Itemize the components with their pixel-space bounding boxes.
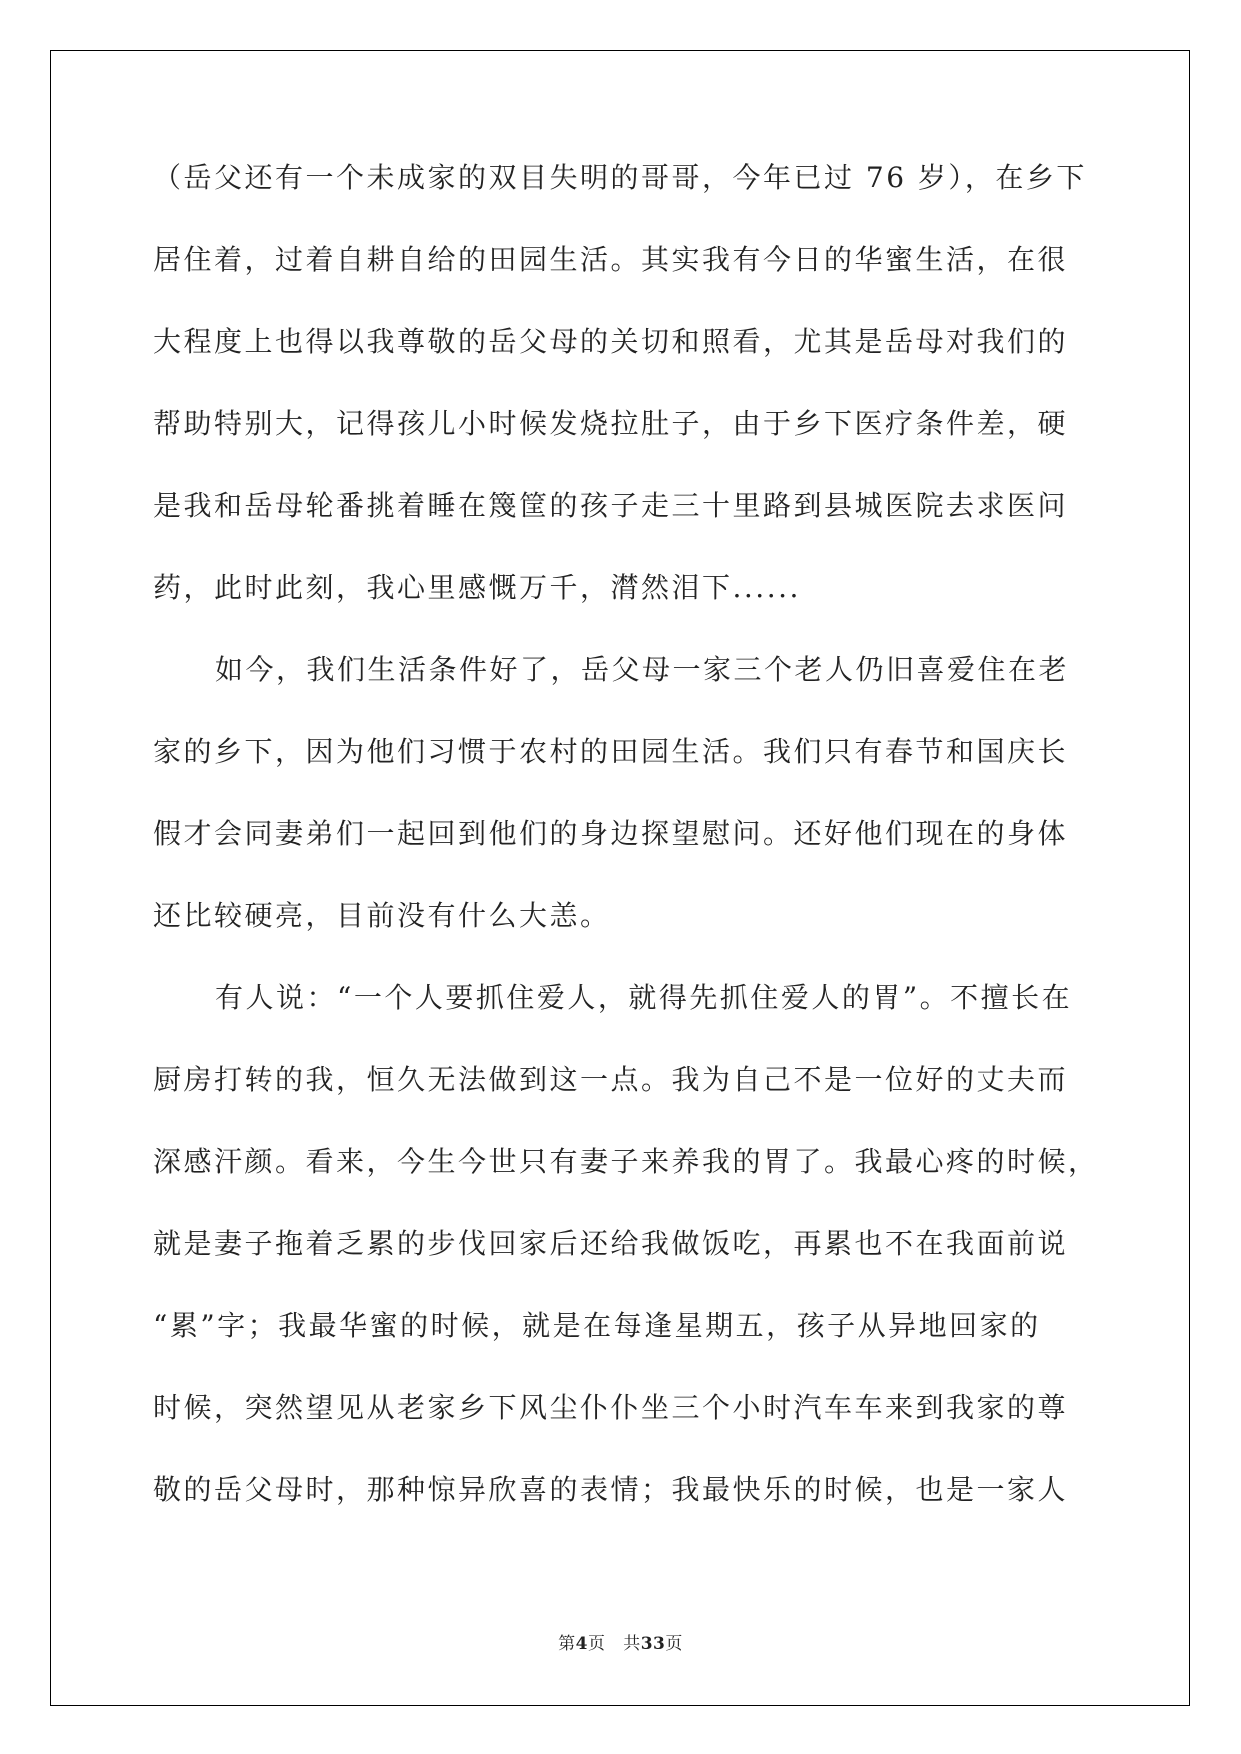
paragraph-first-line: 有人说：“一个人要抓住爱人，就得先抓住爱人的胃”。不擅长在 <box>215 981 1073 1014</box>
text-line: （岳父还有一个未成家的双目失明的哥哥，今年已过 76 岁），在乡下 <box>153 161 1087 194</box>
footer-total-prefix: 共 <box>623 1634 641 1654</box>
text-line: 假才会同妻弟们一起回到他们的身边探望慰问。还好他们现在的身体 <box>153 817 1069 850</box>
text-line: 就是妻子拖着乏累的步伐回家后还给我做饭吃，再累也不在我面前说 <box>153 1227 1069 1260</box>
text-line: 帮助特别大，记得孩儿小时候发烧拉肚子，由于乡下医疗条件差，硬 <box>153 407 1069 440</box>
footer-prefix: 第 <box>558 1634 576 1654</box>
page-number: 4 <box>575 1634 588 1654</box>
text-line: 大程度上也得以我尊敬的岳父母的关切和照看，尤其是岳母对我们的 <box>153 325 1069 358</box>
paragraph-first-line: 如今，我们生活条件好了，岳父母一家三个老人仍旧喜爱住在老 <box>215 653 1070 686</box>
text-line: 居住着，过着自耕自给的田园生活。其实我有今日的华蜜生活，在很 <box>153 243 1069 276</box>
total-pages: 33 <box>640 1634 666 1654</box>
text-line: 家的乡下，因为他们习惯于农村的田园生活。我们只有春节和国庆长 <box>153 735 1069 768</box>
text-line: 厨房打转的我，恒久无法做到这一点。我为自己不是一位好的丈夫而 <box>153 1063 1069 1096</box>
text-line: 深感汗颜。看来，今生今世只有妻子来养我的胃了。我最心疼的时候， <box>153 1145 1099 1178</box>
text-line: 敬的岳父母时，那种惊异欣喜的表情；我最快乐的时候，也是一家人 <box>153 1473 1069 1506</box>
page-footer <box>0 1629 1241 1654</box>
footer-page-suffix: 页 <box>587 1634 606 1654</box>
footer-total-suffix: 页 <box>665 1634 683 1654</box>
text-line: 还比较硬亮，目前没有什么大恙。 <box>153 899 611 932</box>
text-line: 时候，突然望见从老家乡下风尘仆仆坐三个小时汽车车来到我家的尊 <box>153 1391 1069 1424</box>
text-line: “累”字；我最华蜜的时候，就是在每逢星期五，孩子从异地回家的 <box>153 1309 1041 1342</box>
text-line: 药，此时此刻，我心里感慨万千，潸然泪下...... <box>153 571 801 604</box>
text-line: 是我和岳母轮番挑着睡在篾筐的孩子走三十里路到县城医院去求医问 <box>153 489 1069 522</box>
document-body <box>153 161 1099 1557</box>
